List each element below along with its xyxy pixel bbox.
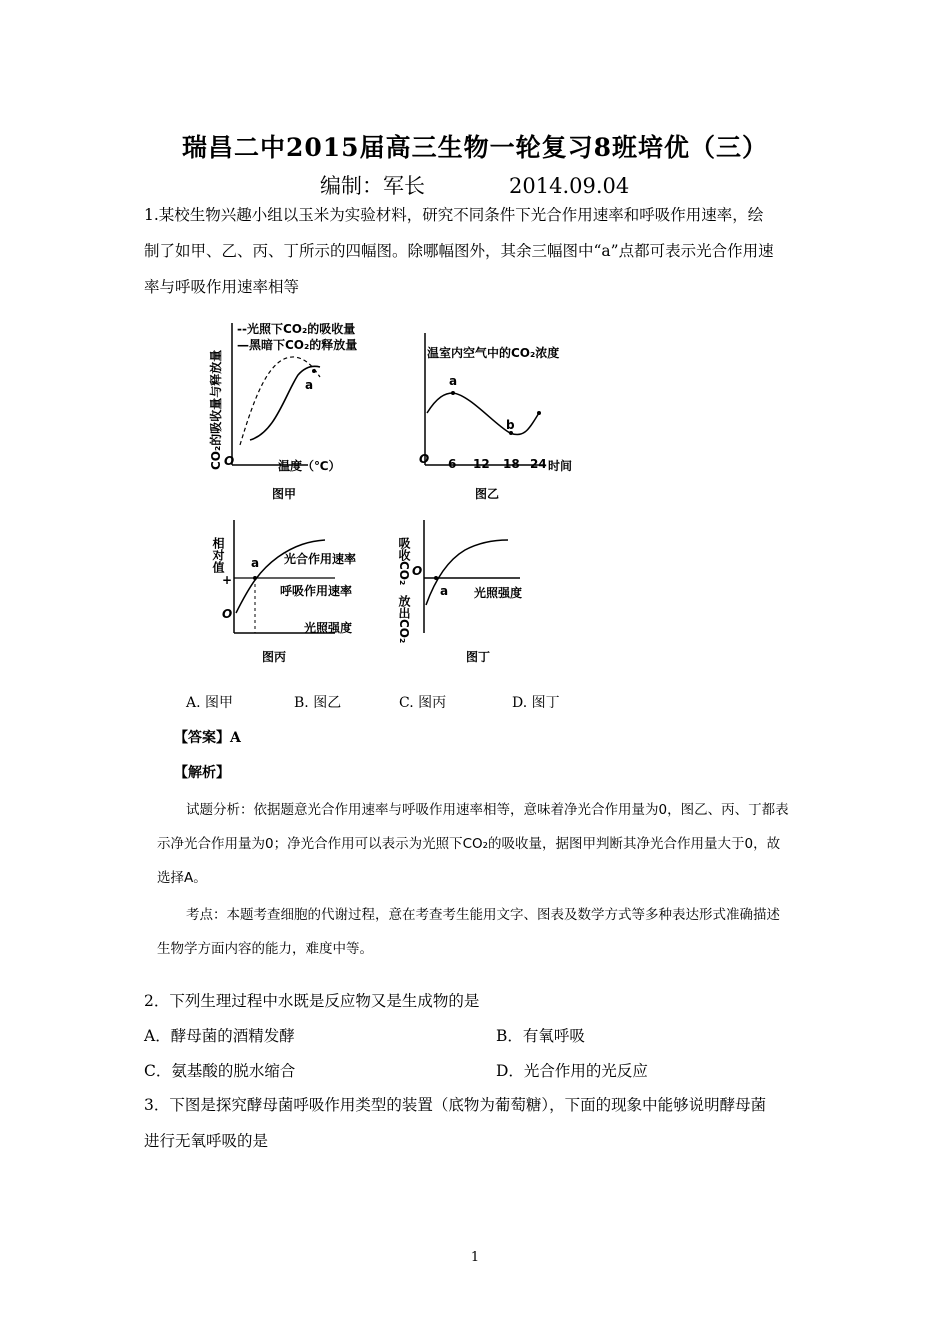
y-axis-top-label: 吸收CO₂ [397, 537, 411, 586]
page-number: 1 [470, 1250, 480, 1265]
analysis-line: 示净光合作用量为0；净光合作用可以表示为光照下CO₂的吸收量，据图甲判断其净光合作用量大于0，故 [157, 836, 781, 852]
tick-label: 6 [448, 457, 457, 471]
tick-label: 12 [473, 457, 490, 471]
photosynthesis-curve [236, 540, 325, 613]
subtitle [320, 170, 629, 200]
figure-caption: 图丁 [466, 650, 491, 664]
q2-option-a: A．酵母菌的酒精发酵 [144, 1027, 295, 1045]
point-a [312, 369, 316, 373]
figure-caption: 图甲 [272, 487, 297, 501]
y-axis-label: 相对值 [211, 537, 225, 573]
q1-analysis [186, 793, 826, 827]
point-a-label: a [449, 374, 458, 388]
plus-label: + [222, 573, 233, 587]
origin-label: O [222, 607, 233, 621]
photosynthesis-label: 光合作用速率 [284, 552, 357, 566]
origin-label: O [224, 454, 235, 468]
point-a [451, 391, 455, 395]
end-point [537, 411, 541, 415]
x-axis-label: 光照强度 [304, 621, 353, 635]
q2-option-d: D．光合作用的光反应 [496, 1062, 648, 1080]
figure-caption: 图丙 [262, 650, 287, 664]
q1-point-cont [157, 932, 827, 966]
figure-yi [415, 315, 585, 509]
figure-jia-graph [200, 315, 358, 505]
co2-curve [427, 393, 539, 435]
point-a-label: a [440, 584, 449, 598]
point-a [253, 576, 257, 580]
x-axis-label: 时间 [548, 459, 573, 473]
tick-label: 24 [530, 457, 547, 471]
q1-option-d: D. 图丁 [512, 695, 560, 711]
q1-stem [144, 197, 824, 305]
date: 2014.09.04 [509, 174, 630, 198]
figure-jia [200, 315, 358, 509]
y-axis-label: 温室内空气中的CO₂浓度 [427, 346, 560, 360]
q1-analysis-cont [157, 827, 827, 895]
q1-stem-line: 1.某校生物兴趣小组以玉米为实验材料，研究不同条件下光合作用速率和呼吸作用速率，绘 [144, 206, 764, 224]
tick-label: 18 [503, 457, 520, 471]
y-axis-label: CO₂的吸收量与释放量 [209, 349, 223, 470]
figure-ding [397, 515, 560, 679]
x-axis-label: 光照强度 [474, 586, 523, 600]
analysis-line: 试题分析：依据题意光合作用速率与呼吸作用速率相等，意味着净光合作用量为0，图乙、丙、丁都表 [186, 802, 789, 818]
q1-option-a: A. 图甲 [186, 695, 234, 711]
point-line: 生物学方面内容的能力，难度中等。 [157, 941, 373, 957]
point-a [434, 576, 438, 580]
point-line: 考点：本题考查细胞的代谢过程，意在考查考生能用文字、图表及数学方式等多种表达形式准确描述 [186, 907, 780, 923]
q1-stem-line: 率与呼吸作用速率相等 [144, 278, 300, 296]
q1-option-c: C. 图丙 [399, 695, 447, 711]
q2-stem: 2．下列生理过程中水既是反应物又是生成物的是 [144, 992, 480, 1010]
q3-stem [144, 1087, 824, 1159]
q2-option-b: B．有氧呼吸 [496, 1027, 585, 1045]
respiration-label: 呼吸作用速率 [280, 584, 353, 598]
figure-bing-graph [200, 515, 380, 675]
figure-yi-graph [415, 315, 585, 505]
analysis-line: 选择A。 [157, 870, 207, 886]
q3-stem-line: 进行无氧呼吸的是 [144, 1132, 269, 1150]
page-title: 瑞昌二中2015届高三生物一轮复习8班培优（三） [182, 133, 768, 162]
figure-ding-graph [397, 515, 560, 675]
origin-label: O [412, 564, 423, 578]
author: 编制：军长 [320, 174, 425, 198]
y-axis-bottom-label: 放出CO₂ [397, 595, 411, 644]
q2-option-c: C．氨基酸的脱水缩合 [144, 1062, 296, 1080]
q1-option-b: B. 图乙 [294, 695, 342, 711]
q1-stem-line: 制了如甲、乙、丙、丁所示的四幅图。除哪幅图外，其余三幅图中“a”点都可表示光合作用速 [144, 242, 774, 260]
q3-stem-line: 3．下图是探究酵母菌呼吸作用类型的装置（底物为葡萄糖），下面的现象中能够说明酵母菌 [144, 1096, 767, 1114]
q1-point [186, 898, 826, 932]
point-a-label: a [251, 556, 260, 570]
q1-answer: 【答案】A [174, 730, 241, 746]
x-axis-label: 温度（℃） [278, 459, 341, 473]
legend-dark: —黑暗下CO₂的释放量 [237, 338, 358, 352]
figure-bing [200, 515, 380, 679]
q1-analysis-title: 【解析】 [174, 765, 230, 781]
point-a-label: a [305, 378, 314, 392]
legend-light: --光照下CO₂的吸收量 [237, 322, 356, 336]
point-b-label: b [506, 418, 515, 432]
origin-label: O [419, 452, 430, 466]
light-curve [240, 357, 320, 445]
figure-caption: 图乙 [475, 487, 500, 501]
